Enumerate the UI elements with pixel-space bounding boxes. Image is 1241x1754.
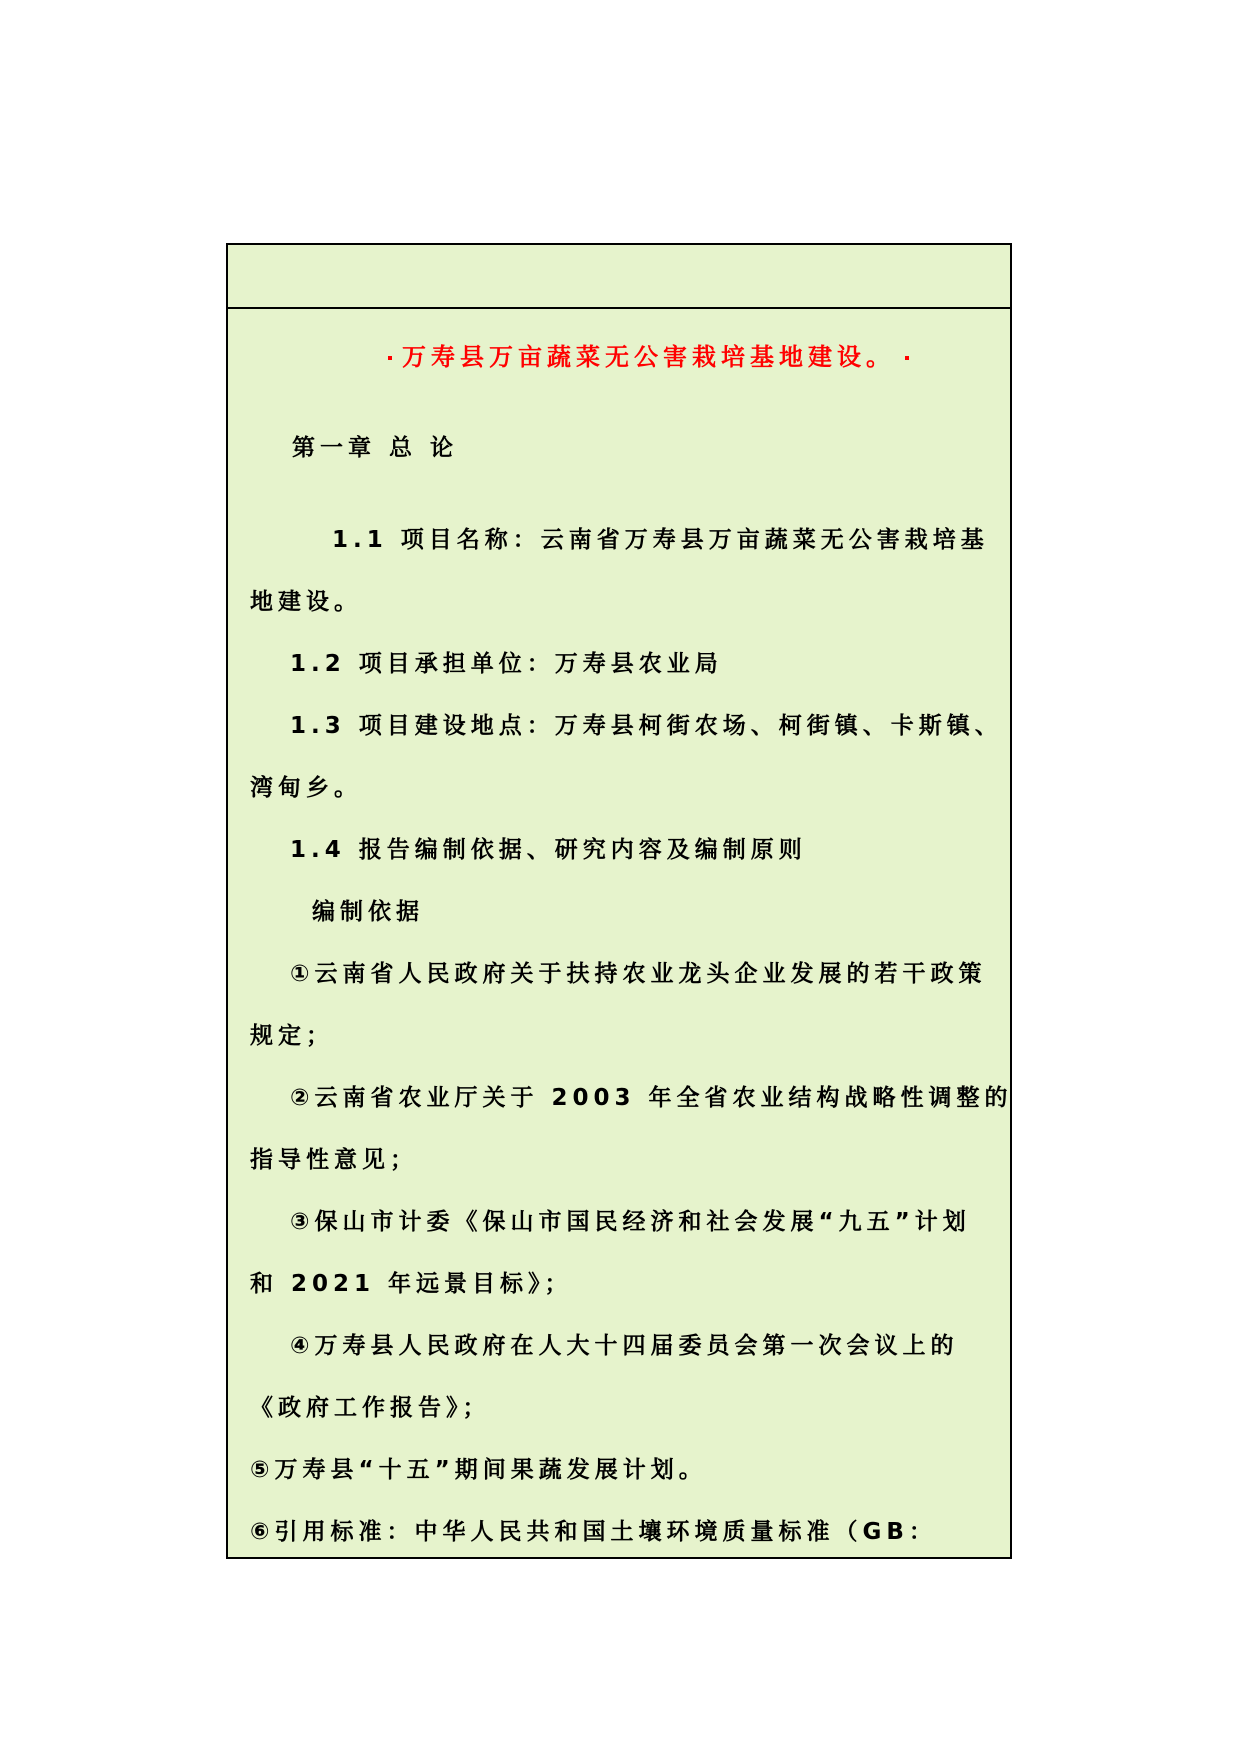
body-line: 《政府工作报告》； [250,1395,491,1421]
body-line: 湾甸乡。 [250,775,362,801]
body-line: ⑥引用标准：中华人民共和国土壤环境质量标准（GB： [250,1519,937,1545]
header-band [228,245,1010,309]
body-line: 指导性意见； [250,1147,418,1173]
section-heading: 编制依据 [312,899,424,925]
body-line: 1.1 项目名称：云南省万寿县万亩蔬菜无公害栽培基 [332,527,989,553]
body-line: ①云南省人民政府关于扶持农业龙头企业发展的若干政策 [290,961,987,987]
body-line: 和 2021 年远景目标》； [250,1271,573,1297]
chapter-heading: 第一章 总 论 [292,435,459,461]
body-line: 1.2 项目承担单位：万寿县农业局 [290,651,723,677]
body-line: 1.3 项目建设地点：万寿县柯街农场、柯街镇、卡斯镇、 [290,713,1003,739]
body-line: ③保山市计委《保山市国民经济和社会发展“九五”计划 [290,1209,971,1235]
body-line: ⑤万寿县“十五”期间果蔬发展计划。 [250,1457,707,1483]
body-line: 地建设。 [250,589,362,615]
document-title: 万寿县万亩蔬菜无公害栽培基地建设。 [402,343,895,371]
title-bullet-icon [905,356,909,360]
body-line: 1.4 报告编制依据、研究内容及编制原则 [290,837,807,863]
body-line: 规定； [250,1023,334,1049]
document-frame [226,243,1012,1559]
body-line: ②云南省农业厅关于 2003 年全省农业结构战略性调整的 [290,1085,1013,1111]
body-line: ④万寿县人民政府在人大十四届委员会第一次会议上的 [290,1333,959,1359]
document-title-line [378,337,919,372]
title-bullet-icon [388,356,392,360]
